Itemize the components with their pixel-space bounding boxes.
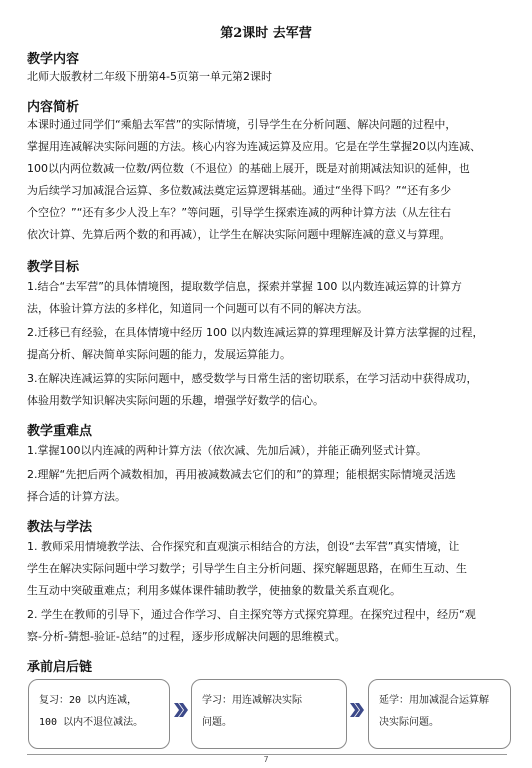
double-chevron-right-icon <box>174 701 188 719</box>
goal-line: 1.结合“去军营”的具体情境图，提取数学信息，探索并掌握 100 以内数连减运算的计算方 <box>27 280 462 293</box>
review-box-line: 复习：20 以内连减， <box>39 695 138 706</box>
key-point-line: 2.理解“先把后两个减数相加，再用被减数减去它们的和”的算理；能根据实际情境灵活选 <box>27 468 456 481</box>
analysis-line: 依次计算、先算后两个数的和再减），让学生在解决实际问题中理解连减的意义与算理。 <box>27 228 451 241</box>
learn-box-line: 问题。 <box>202 717 232 728</box>
heading-teaching-content: 教学内容 <box>27 52 80 67</box>
goal-line: 3.在解决连减运算的实际问题中，感受数学与日常生活的密切联系，在学习活动中获得成功， <box>27 372 478 385</box>
goal-line: 法，体验计算方法的多样化，知道同一个问题可以有不同的解决方法。 <box>27 302 368 315</box>
key-point-line: 1.掌握100以内连减的两种计算方法（依次减、先加后减），并能正确列竖式计算。 <box>27 444 427 457</box>
method-line: 2. 学生在教师的引导下，通过合作学习、自主探究等方式探究算理。在探究过程中，经历“观 <box>27 608 476 621</box>
learn-box <box>191 679 347 749</box>
key-point-line: 择合适的计算方法。 <box>27 490 126 503</box>
goal-line: 提高分析、解决简单实际问题的能力，发展运算能力。 <box>27 348 291 361</box>
method-line: 察-分析-猜想-验证-总结”的过程，逐步形成解决问题的思维模式。 <box>27 630 346 643</box>
teaching-content-text: 北师大版教材二年级下册第4-5页第一单元第2课时 <box>27 70 272 83</box>
analysis-line: 本课时通过同学们“乘船去军营”的实际情境，引导学生在分析问题、解决问题的过程中， <box>27 118 457 131</box>
heading-content-analysis: 内容简析 <box>27 100 80 115</box>
heading-connection-chain: 承前启后链 <box>27 660 93 675</box>
learn-box-line: 学习：用连减解决实际 <box>202 695 302 706</box>
method-line: 生互动中突破重难点；利用多媒体课件辅助教学，使抽象的数量关系直观化。 <box>27 584 401 597</box>
review-box-line: 100 以内不退位减法。 <box>39 717 144 728</box>
goal-line: 体验用数学知识解决实际问题的乐趣，增强学好数学的信心。 <box>27 394 324 407</box>
heading-key-points: 教学重难点 <box>27 424 93 439</box>
analysis-line: 掌握用连减解决实际问题的方法。核心内容为连减运算及应用。它是在学生掌握20以内连减、 <box>27 140 481 153</box>
heading-teaching-goals: 教学目标 <box>27 260 80 275</box>
page-number: 7 <box>263 755 269 764</box>
method-line: 学生在解决实际问题中学习数学；引导学生自主分析问题、探究解题思路，在师生互动、生 <box>27 562 467 575</box>
extend-box-line: 决实际问题。 <box>379 717 439 728</box>
analysis-line: 100以内两位数减一位数/两位数（不退位）的基础上展开，既是对前期减法知识的延伸，也 <box>27 162 470 175</box>
heading-methods: 教法与学法 <box>27 520 93 535</box>
goal-line: 2.迁移已有经验，在具体情境中经历 100 以内数连减运算的算理理解及计算方法掌握的过程， <box>27 326 484 339</box>
analysis-line: 为后续学习加减混合运算、多位数减法奠定运算逻辑基础。通过“坐得下吗？”“还有多少 <box>27 184 452 197</box>
method-line: 1. 教师采用情境教学法、合作探究和直观演示相结合的方法，创设“去军营”真实情境，让 <box>27 540 460 553</box>
double-chevron-right-icon <box>350 701 364 719</box>
extend-box <box>368 679 511 749</box>
page-title: 第2课时 去军营 <box>220 26 312 41</box>
review-box <box>28 679 170 749</box>
extend-box-line: 延学：用加减混合运算解 <box>379 695 489 706</box>
analysis-line: 个空位？”“还有多少人没上车？”等问题，引导学生探索连减的两种计算方法（从左往右 <box>27 206 452 219</box>
